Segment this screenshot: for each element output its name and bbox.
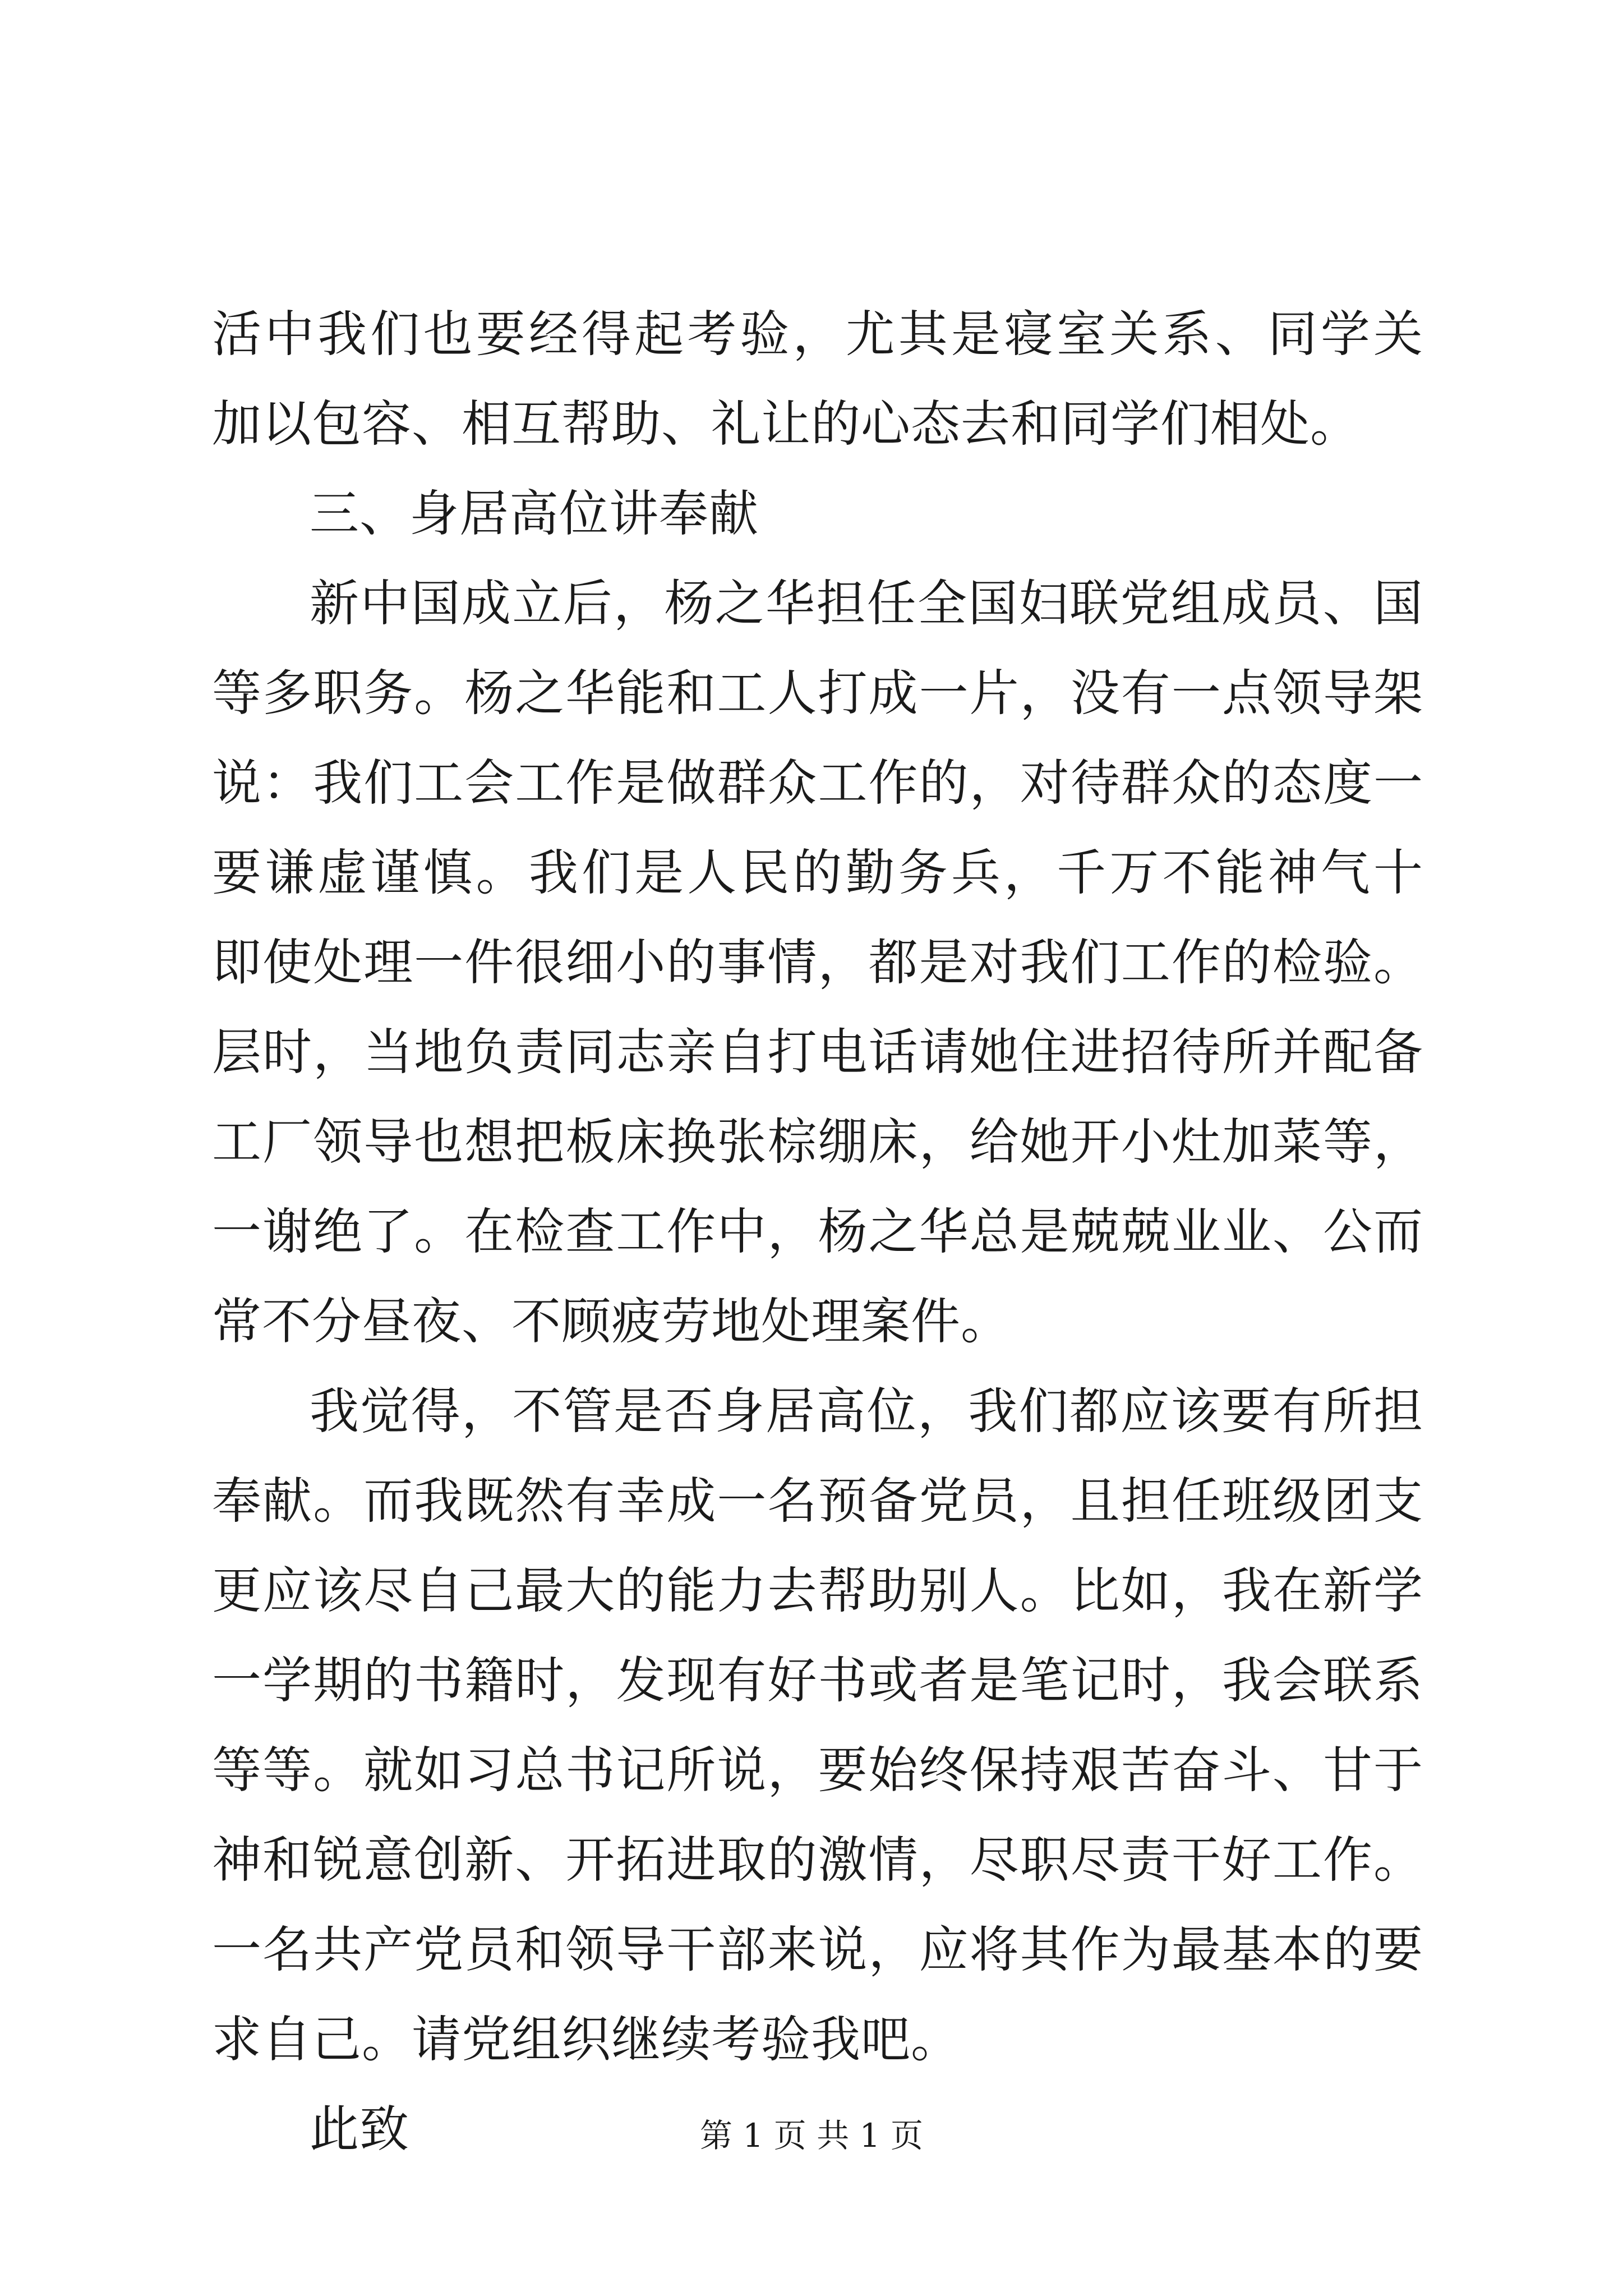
text-line: 一学期的书籍时，发现有好书或者是笔记时，我会联系 xyxy=(212,1651,1423,1709)
text-line: 三、身居高位讲奉献 xyxy=(310,485,759,542)
text-line: 常不分昼夜、不顾疲劳地处理案件。 xyxy=(212,1292,1011,1350)
text-line: 要谦虚谨慎。我们是人民的勤务兵，千万不能神气十 xyxy=(212,844,1423,901)
text-line: 等等。就如习总书记所说，要始终保持艰苦奋斗、甘于 xyxy=(212,1741,1423,1799)
text-line: 等多职务。杨之华能和工人打成一片，没有一点领导架 xyxy=(212,664,1423,722)
text-line: 更应该尽自己最大的能力去帮助别人。比如，我在新学 xyxy=(212,1562,1423,1619)
text-line: 此致 xyxy=(310,2100,410,2158)
text-line: 求自己。请党组织继续考验我吧。 xyxy=(212,2010,961,2068)
text-line: 神和锐意创新、开拓进取的激情，尽职尽责干好工作。 xyxy=(212,1831,1423,1889)
document-body xyxy=(212,289,1423,2174)
text-line: 说：我们工会工作是做群众工作的，对待群众的态度一 xyxy=(212,754,1423,812)
text-line: 我觉得，不管是否身居高位，我们都应该要有所担 xyxy=(310,1382,1423,1440)
page-footer: 第 1 页 共 1 页 xyxy=(700,2116,923,2155)
text-line: 活中我们也要经得起考验，尤其是寝室关系、同学关 xyxy=(212,305,1423,363)
text-line: 一名共产党员和领导干部来说，应将其作为最基本的要 xyxy=(212,1921,1423,1978)
text-line: 层时，当地负责同志亲自打电话请她住进招待所并配备 xyxy=(212,1023,1423,1081)
text-line: 一谢绝了。在检查工作中，杨之华总是兢兢业业、公而 xyxy=(212,1203,1423,1260)
text-line: 加以包容、相互帮助、礼让的心态去和同学们相处。 xyxy=(212,395,1361,453)
text-line: 即使处理一件很细小的事情，都是对我们工作的检验。 xyxy=(212,933,1423,991)
text-line: 新中国成立后，杨之华担任全国妇联党组成员、国 xyxy=(310,574,1423,632)
text-line: 奉献。而我既然有幸成一名预备党员，且担任班级团支 xyxy=(212,1472,1423,1530)
text-line: 工厂领导也想把板床换张棕绷床，给她开小灶加菜等， xyxy=(212,1113,1423,1171)
